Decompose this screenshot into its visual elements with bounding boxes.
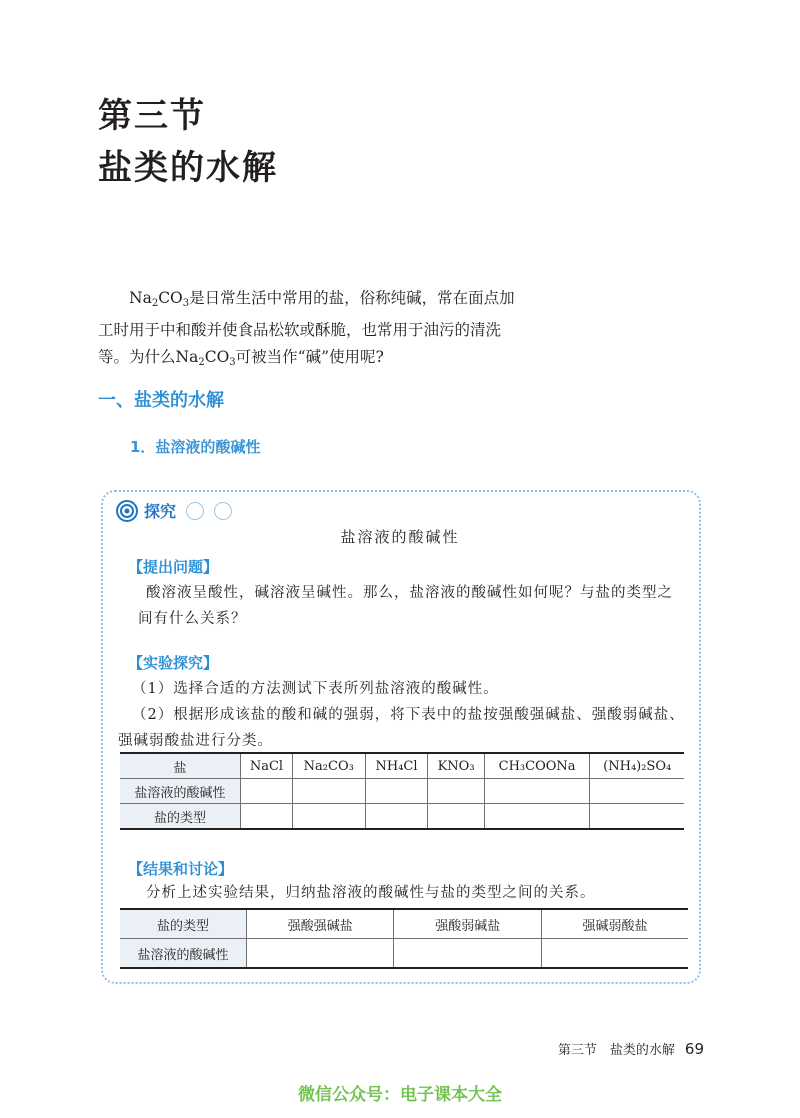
results-text: 分析上述实验结果，归纳盐溶液的酸碱性与盐的类型之间的关系。 [146,885,596,901]
table-cell: 强酸弱碱盐 [394,909,541,939]
hand-icon [214,502,232,520]
explore-header [116,499,232,522]
table-row [120,939,688,969]
intro-text: 2 [151,298,159,309]
table-row [120,779,684,804]
step-2: （2）根据形成该盐的酸和碱的强弱，将下表中的盐按强酸强碱盐、强酸弱碱盐、强碱弱酸盐进行分类。 [118,707,685,749]
table-cell [241,779,293,804]
table-cell [590,779,684,804]
question-text: 酸溶液呈酸性，碱溶液呈碱性。那么，盐溶液的酸碱性如何呢？与盐的类型之间有什么关系？ [138,585,673,627]
tag-results: 【结果和讨论】 [128,860,234,878]
table-cell: Na₂CO₃ [292,753,365,779]
table-cell [428,779,484,804]
table-cell: KNO₃ [428,753,484,779]
intro-text: 可被当作“碱”使用呢? [235,348,384,366]
table-cell [292,779,365,804]
page-number: 69 [684,1040,704,1058]
intro-text: CO [204,348,230,366]
group-icon [186,502,204,520]
explore-label: 探究 [144,502,177,521]
table-cell: 盐的类型 [120,909,247,939]
table-cell: 强酸强碱盐 [247,909,394,939]
table-cell [241,804,293,830]
table-cell: (NH₄)₂SO₄ [590,753,684,779]
section-heading: 一、盐类的水解 [98,390,224,411]
intro-text: CO [158,289,183,307]
table-cell [365,804,428,830]
table-cell: 盐溶液的酸碱性 [120,939,247,969]
table-cell: 强碱弱酸盐 [541,909,688,939]
table-cell [428,804,484,830]
table-cell: CH₃COONa [484,753,590,779]
table-cell: NaCl [241,753,293,779]
target-icon [116,500,138,522]
intro-text: 2 [198,357,205,368]
intro-text: Na [129,289,152,307]
table-cell [247,939,394,969]
footer-section: 第三节 盐类的水解 [557,1043,675,1058]
table-cell: 盐的类型 [120,804,241,830]
table-cell [541,939,688,969]
step-1: （1）选择合适的方法测试下表所列盐溶液的酸碱性。 [132,681,499,697]
table-row [120,804,684,830]
table-cell [590,804,684,830]
tag-experiment: 【实验探究】 [128,654,219,672]
table-row [120,753,684,779]
salt-table [120,752,684,830]
intro-text: 3 [229,357,236,368]
table-cell [394,939,541,969]
tag-question: 【提出问题】 [128,558,219,576]
table-cell [292,804,365,830]
explore-title: 盐溶液的酸碱性 [340,528,460,546]
chapter-title: 盐类的水解 [98,148,278,188]
table-cell [365,779,428,804]
watermark-text: 微信公众号：电子课本大全 [298,1085,502,1105]
table-cell [484,804,590,830]
intro-text: 是日常生活中常用的盐，俗称纯碱，常在面点加工时用于中和酸并使食品松软或酥脆，也常用于油污的清洗等。为什么 [98,289,515,366]
subsection-heading: 1．盐溶液的酸碱性 [130,438,261,456]
intro-text: 3 [182,298,190,309]
chapter-number: 第三节 [98,96,206,136]
table-cell: NH₄Cl [365,753,428,779]
intro-paragraph [98,285,518,376]
type-table [120,908,688,969]
intro-text: Na [175,348,199,366]
table-cell [484,779,590,804]
table-row [120,909,688,939]
page-footer [558,1039,704,1058]
table-cell: 盐 [120,753,241,779]
table-cell: 盐溶液的酸碱性 [120,779,241,804]
